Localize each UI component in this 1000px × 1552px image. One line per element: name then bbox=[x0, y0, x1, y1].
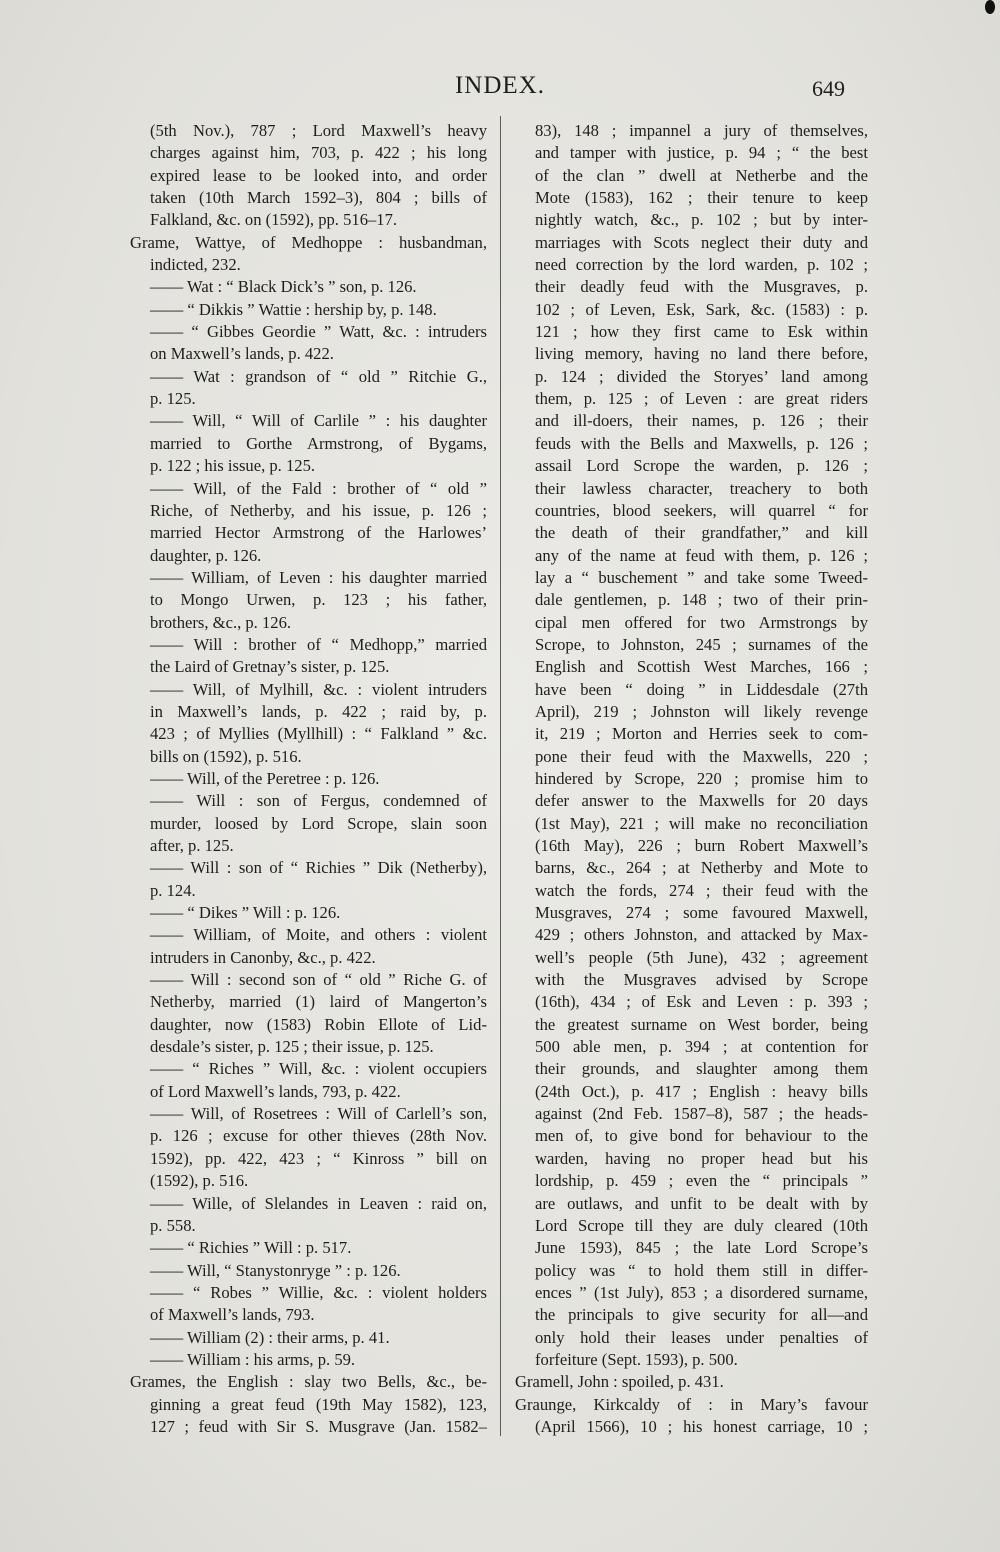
left-column bbox=[130, 120, 487, 1438]
index-line: —— Will, of Rosetrees : Will of Carlell’s son, bbox=[150, 1104, 487, 1124]
index-line: need correction by the lord warden, p. 102 ; bbox=[535, 255, 868, 275]
index-line: —— Will, of Mylhill, &c. : violent intruders bbox=[150, 679, 487, 699]
index-line: —— “ Dikes ” Will : p. 126. bbox=[150, 903, 341, 923]
index-line: the death of their grandfather,” and kill bbox=[535, 523, 868, 543]
index-line: 121 ; how they first came to Esk within bbox=[535, 322, 868, 342]
index-line: policy was “ to hold them still in differ- bbox=[535, 1260, 868, 1280]
index-line: ences ” (1st July), 853 ; a disordered surname, bbox=[535, 1282, 868, 1302]
index-line: taken (10th March 1592–3), 804 ; bills of bbox=[150, 188, 487, 208]
index-line: intruders in Canonby, &c., p. 422. bbox=[150, 947, 376, 967]
index-line: well’s people (5th June), 432 ; agreement bbox=[535, 947, 868, 967]
index-line: of Lord Maxwell’s lands, 793, p. 422. bbox=[150, 1081, 401, 1101]
index-line: p. 124. bbox=[150, 880, 196, 900]
index-line: Lord Scrope till they are duly cleared (10th bbox=[535, 1215, 868, 1235]
index-line: (1592), p. 516. bbox=[150, 1171, 249, 1191]
index-line: 102 ; of Leven, Esk, Sark, &c. (1583) : p. bbox=[535, 299, 868, 319]
index-line: —— Will : second son of “ old ” Riche G. of bbox=[150, 970, 487, 990]
index-line: cipal men offered for two Armstrongs by bbox=[535, 612, 868, 632]
index-line: marriages with Scots neglect their duty and bbox=[535, 232, 868, 252]
index-line: murder, loosed by Lord Scrope, slain soon bbox=[150, 813, 487, 833]
index-line: —— Wille, of Slelandes in Leaven : raid on, bbox=[150, 1193, 487, 1213]
index-line: April), 219 ; Johnston will likely revenge bbox=[535, 701, 868, 721]
index-line: after, p. 125. bbox=[150, 836, 234, 855]
index-line: on Maxwell’s lands, p. 422. bbox=[150, 344, 334, 364]
index-line: Scrope, to Johnston, 245 ; surnames of the bbox=[535, 634, 868, 654]
index-line: of Maxwell’s lands, 793. bbox=[150, 1305, 315, 1325]
index-line: assail Lord Scrope the warden, p. 126 ; bbox=[535, 456, 868, 476]
index-line: —— William, of Leven : his daughter married bbox=[150, 567, 487, 587]
index-line: Grames, the English : slay two Bells, &c., be- bbox=[130, 1372, 487, 1392]
column-divider bbox=[500, 116, 501, 1436]
index-line: p. 558. bbox=[150, 1215, 196, 1235]
index-line: English and Scottish West Marches, 166 ; bbox=[535, 657, 868, 677]
index-line: —— Wat : “ Black Dick’s ” son, p. 126. bbox=[150, 277, 417, 297]
index-line: daughter, now (1583) Robin Ellote of Lid- bbox=[150, 1014, 487, 1034]
index-line: them, p. 125 ; of Leven : are great riders bbox=[535, 389, 868, 409]
index-line: are outlaws, and unfit to be dealt with by bbox=[535, 1193, 868, 1213]
index-line: their deadly feud with the Musgraves, p. bbox=[535, 277, 868, 297]
index-line: Falkland, &c. on (1592), pp. 516–17. bbox=[150, 210, 398, 230]
right-column bbox=[515, 120, 868, 1438]
index-line: it, 219 ; Morton and Herries seek to com- bbox=[535, 724, 868, 744]
index-line: —— “ Dikkis ” Wattie : hership by, p. 148. bbox=[150, 299, 437, 319]
index-line: —— “ Richies ” Will : p. 517. bbox=[150, 1238, 352, 1258]
index-line: of the clan ” dwell at Netherbe and the bbox=[535, 165, 868, 185]
index-line: married Hector Armstrong of the Harlowes’ bbox=[150, 523, 487, 543]
index-line: men of, to give bond for behaviour to the bbox=[535, 1126, 868, 1146]
index-line: Mote (1583), 162 ; their tenure to keep bbox=[535, 188, 868, 208]
ink-mark bbox=[985, 0, 995, 14]
index-line: —— William : his arms, p. 59. bbox=[150, 1349, 356, 1369]
index-line: charges against him, 703, p. 422 ; his long bbox=[150, 143, 487, 163]
index-line: Graunge, Kirkcaldy of : in Mary’s favour bbox=[515, 1394, 868, 1414]
index-line: —— Will, of the Peretree : p. 126. bbox=[150, 768, 380, 788]
index-line: —— Will : son of Fergus, condemned of bbox=[150, 791, 487, 811]
index-line: —— Wat : grandson of “ old ” Ritchie G., bbox=[150, 366, 487, 386]
index-line: (16th), 434 ; of Esk and Leven : p. 393 ; bbox=[535, 992, 868, 1012]
page-title: INDEX. bbox=[454, 72, 545, 99]
index-line: pone their feud with the Maxwells, 220 ; bbox=[535, 746, 868, 766]
index-line: watch the fords, 274 ; their feud with the bbox=[535, 880, 868, 900]
index-line: dale gentlemen, p. 148 ; two of their prin- bbox=[535, 590, 868, 610]
index-line: Riche, of Netherby, and his issue, p. 126 ; bbox=[150, 500, 487, 520]
index-line: their grounds, and slaughter among them bbox=[535, 1059, 868, 1079]
index-line: lordship, p. 459 ; even the “ principals ” bbox=[535, 1171, 868, 1191]
index-line: lay a “ buschement ” and take some Tweed- bbox=[535, 567, 868, 587]
index-line: —— Will, “ Stanystonryge ” : p. 126. bbox=[150, 1260, 401, 1280]
index-line: in Maxwell’s lands, p. 422 ; raid by, p. bbox=[150, 701, 487, 721]
index-line: the greatest surname on West border, being bbox=[535, 1014, 868, 1034]
index-line: 83), 148 ; impannel a jury of themselves, bbox=[535, 121, 868, 140]
index-line: June 1593), 845 ; the late Lord Scrope’s bbox=[535, 1238, 868, 1258]
index-line: any of the name at feud with them, p. 126 ; bbox=[535, 545, 868, 565]
index-line: against (2nd Feb. 1587–8), 587 ; the heads- bbox=[535, 1104, 868, 1124]
index-line: the Laird of Gretnay’s sister, p. 125. bbox=[150, 657, 390, 677]
index-line: Musgraves, 274 ; some favoured Maxwell, bbox=[535, 903, 868, 923]
index-line: their lawless character, treachery to both bbox=[535, 478, 868, 498]
index-line: ginning a great feud (19th May 1582), 123, bbox=[150, 1394, 487, 1414]
index-line: 127 ; feud with Sir S. Musgrave (Jan. 1582– bbox=[150, 1416, 487, 1436]
index-line: forfeiture (Sept. 1593), p. 500. bbox=[535, 1349, 738, 1369]
index-line: p. 126 ; excuse for other thieves (28th Nov. bbox=[150, 1126, 487, 1146]
index-line: and ill-doers, their names, p. 126 ; their bbox=[535, 411, 868, 431]
index-line: 500 able men, p. 394 ; at contention for bbox=[535, 1037, 868, 1057]
index-line: p. 122 ; his issue, p. 125. bbox=[150, 456, 316, 476]
index-line: —— Will, “ Will of Carlile ” : his daughter bbox=[150, 411, 487, 431]
page-number: 649 bbox=[812, 76, 845, 101]
index-line: hindered by Scrope, 220 ; promise him to bbox=[535, 768, 868, 788]
index-line: (1st May), 221 ; will make no reconciliation bbox=[535, 813, 868, 833]
index-line: countries, blood seekers, will quarrel “ for bbox=[535, 500, 868, 520]
index-line: barns, &c., 264 ; at Netherby and Mote to bbox=[535, 858, 868, 878]
index-line: with the Musgraves advised by Scrope bbox=[535, 970, 868, 990]
index-line: brothers, &c., p. 126. bbox=[150, 612, 292, 632]
index-line: married to Gorthe Armstrong, of Bygams, bbox=[150, 433, 487, 453]
index-line: —— William, of Moite, and others : violent bbox=[150, 925, 487, 945]
index-line: have been “ doing ” in Liddesdale (27th bbox=[535, 679, 868, 699]
index-line: desdale’s sister, p. 125 ; their issue, p. 125. bbox=[150, 1037, 434, 1057]
index-line: Gramell, John : spoiled, p. 431. bbox=[515, 1372, 724, 1392]
index-line: 423 ; of Myllies (Myllhill) : “ Falkland ” &c. bbox=[150, 724, 487, 744]
index-line: p. 124 ; divided the Storyes’ land among bbox=[535, 366, 868, 386]
index-line: nightly watch, &c., p. 102 ; but by inter- bbox=[535, 210, 868, 230]
index-line: to Mongo Urwen, p. 123 ; his father, bbox=[150, 590, 487, 610]
index-line: warden, having no proper head but his bbox=[535, 1148, 868, 1168]
index-line: —— Will, of the Fald : brother of “ old ” bbox=[150, 478, 487, 498]
index-line: (April 1566), 10 ; his honest carriage, 10 ; bbox=[535, 1416, 868, 1436]
index-line: and tamper with justice, p. 94 ; “ the best bbox=[535, 143, 868, 163]
index-line: bills on (1592), p. 516. bbox=[150, 746, 302, 766]
index-line: indicted, 232. bbox=[150, 255, 241, 275]
index-line: (5th Nov.), 787 ; Lord Maxwell’s heavy bbox=[150, 121, 487, 140]
index-line: —— Will : brother of “ Medhopp,” married bbox=[150, 634, 487, 654]
index-line: Grame, Wattye, of Medhoppe : husbandman, bbox=[130, 232, 487, 252]
index-line: defer answer to the Maxwells for 20 days bbox=[535, 791, 868, 811]
index-line: p. 125. bbox=[150, 389, 196, 409]
index-line: 1592), pp. 422, 423 ; “ Kinross ” bill on bbox=[150, 1148, 487, 1168]
index-line: —— Will : son of “ Richies ” Dik (Netherby), bbox=[150, 858, 487, 878]
index-line: expired lease to be looked into, and order bbox=[150, 165, 487, 185]
index-line: only hold their leases under penalties of bbox=[535, 1327, 868, 1347]
index-line: —— “ Riches ” Will, &c. : violent occupiers bbox=[150, 1059, 487, 1079]
index-line: —— William (2) : their arms, p. 41. bbox=[150, 1327, 390, 1347]
index-line: (16th May), 226 ; burn Robert Maxwell’s bbox=[535, 836, 868, 855]
index-line: 429 ; others Johnston, and attacked by Max- bbox=[535, 925, 868, 945]
index-line: living memory, having no land there before, bbox=[535, 344, 868, 364]
index-line: feuds with the Bells and Maxwells, p. 126 ; bbox=[535, 433, 868, 453]
index-line: Netherby, married (1) laird of Mangerton’s bbox=[150, 992, 487, 1012]
index-line: —— “ Robes ” Willie, &c. : violent holders bbox=[150, 1282, 487, 1302]
index-line: the principals to give security for all—and bbox=[535, 1305, 868, 1325]
index-line: (24th Oct.), p. 417 ; English : heavy bills bbox=[535, 1081, 868, 1101]
index-line: daughter, p. 126. bbox=[150, 545, 262, 565]
index-line: —— “ Gibbes Geordie ” Watt, &c. : intruders bbox=[150, 322, 487, 342]
